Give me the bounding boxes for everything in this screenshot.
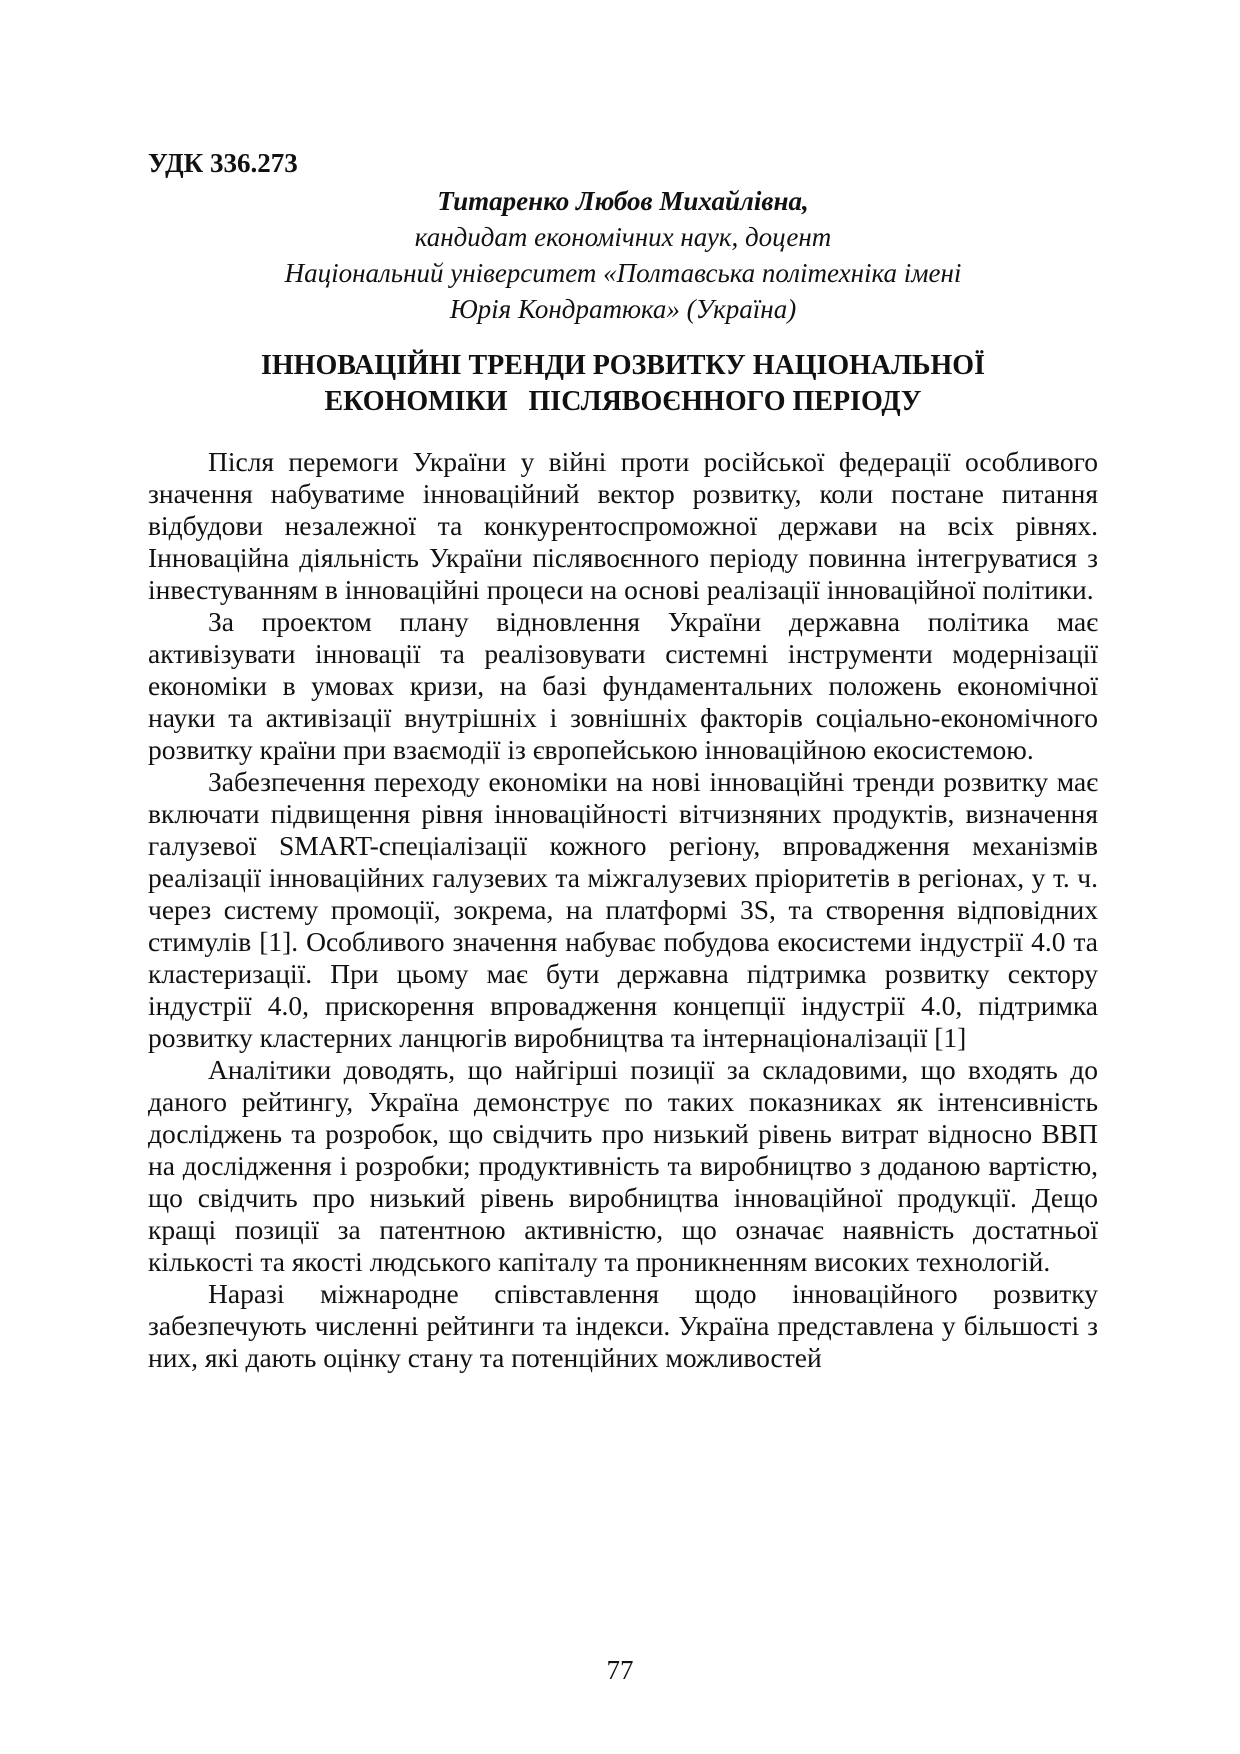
udc-code: УДК 336.273 — [148, 148, 298, 178]
body-paragraph-5: Наразі міжнародне співставлення щодо інноваційного розвитку забезпечують численні рейтинги та індекси. Україна представлена у більшості з них, які дають оцінку стану та потенційних можливостей — [148, 1278, 1098, 1373]
page-number: 77 — [606, 1655, 634, 1685]
paper-title — [148, 348, 1098, 420]
author-name: Титаренко Любов Михайлівна, — [437, 186, 809, 216]
body-paragraph-2: За проектом плану відновлення України державна політика має активізувати інновації та реалізовувати системні інструменти модернізації економіки в умовах кризи, на базі фундаментальних положень економічної науки та активізації внутрішніх і зовнішніх факторів соціально-економічного розвитку країни при взаємодії із європейською інноваційною екосистемою. — [148, 606, 1098, 765]
body-text — [148, 446, 1098, 1374]
body-paragraph-4: Аналітики доводять, що найгірші позиції за складовими, що входять до даного рейтингу, Україна демонструє по таких показниках як інтенсивність досліджень та розробок, що свідчить про низький рівень витрат відносно ВВП на дослідження і розробки; продуктивність та виробництво з доданою вартістю, що свідчить про низький рівень виробництва інноваційної продукції. Дещо кращі позиції за патентною активністю, що означає наявність достатньої кількості та якості людського капіталу та проникненням високих технологій. — [148, 1054, 1098, 1277]
paper-title-line-2: ЕКОНОМІКИ ПІСЛЯВОЄННОГО ПЕРІОДУ — [324, 386, 922, 417]
author-degree: кандидат економічних наук, доцент — [414, 222, 832, 252]
body-paragraph-3: Забезпечення переходу економіки на нові інноваційні тренди розвитку має включати підвищення рівня інноваційності вітчизняних продуктів, визначення галузевої SMART-спеціалізації кожного регіону, впровадження механізмів реалізації інноваційних галузевих та міжгалузевих пріоритетів в регіонах, у т. ч. через систему промоції, зокрема, на платформі 3S, та створення відповідних стимулів [1]. Особливого значення набуває побудова екосистеми індустрії 4.0 та кластеризації. При цьому має бути державна підтримка розвитку сектору індустрії 4.0, прискорення впровадження концепції індустрії 4.0, підтримка розвитку кластерних ланцюгів виробництва та інтернаціоналізації [1] — [148, 766, 1098, 1053]
author-block — [148, 183, 1098, 327]
body-paragraph-1: Після перемоги України у війні проти російської федерації особливого значення набуватиме інноваційний вектор розвитку, коли постане питання відбудови незалежної та конкурентоспроможної держави на всіх рівнях. Інноваційна діяльність України післявоєнного періоду повинна інтегруватися з інвестуванням в інноваційні процеси на основі реалізації інноваційної політики. — [148, 446, 1098, 605]
author-affiliation-line-1: Національний університет «Полтавська політехніка імені — [284, 258, 962, 288]
paper-title-line-1: ІННОВАЦІЙНІ ТРЕНДИ РОЗВИТКУ НАЦІОНАЛЬНОЇ — [261, 350, 985, 381]
author-affiliation-line-2: Юрія Кондратюка» (Україна) — [449, 294, 797, 324]
